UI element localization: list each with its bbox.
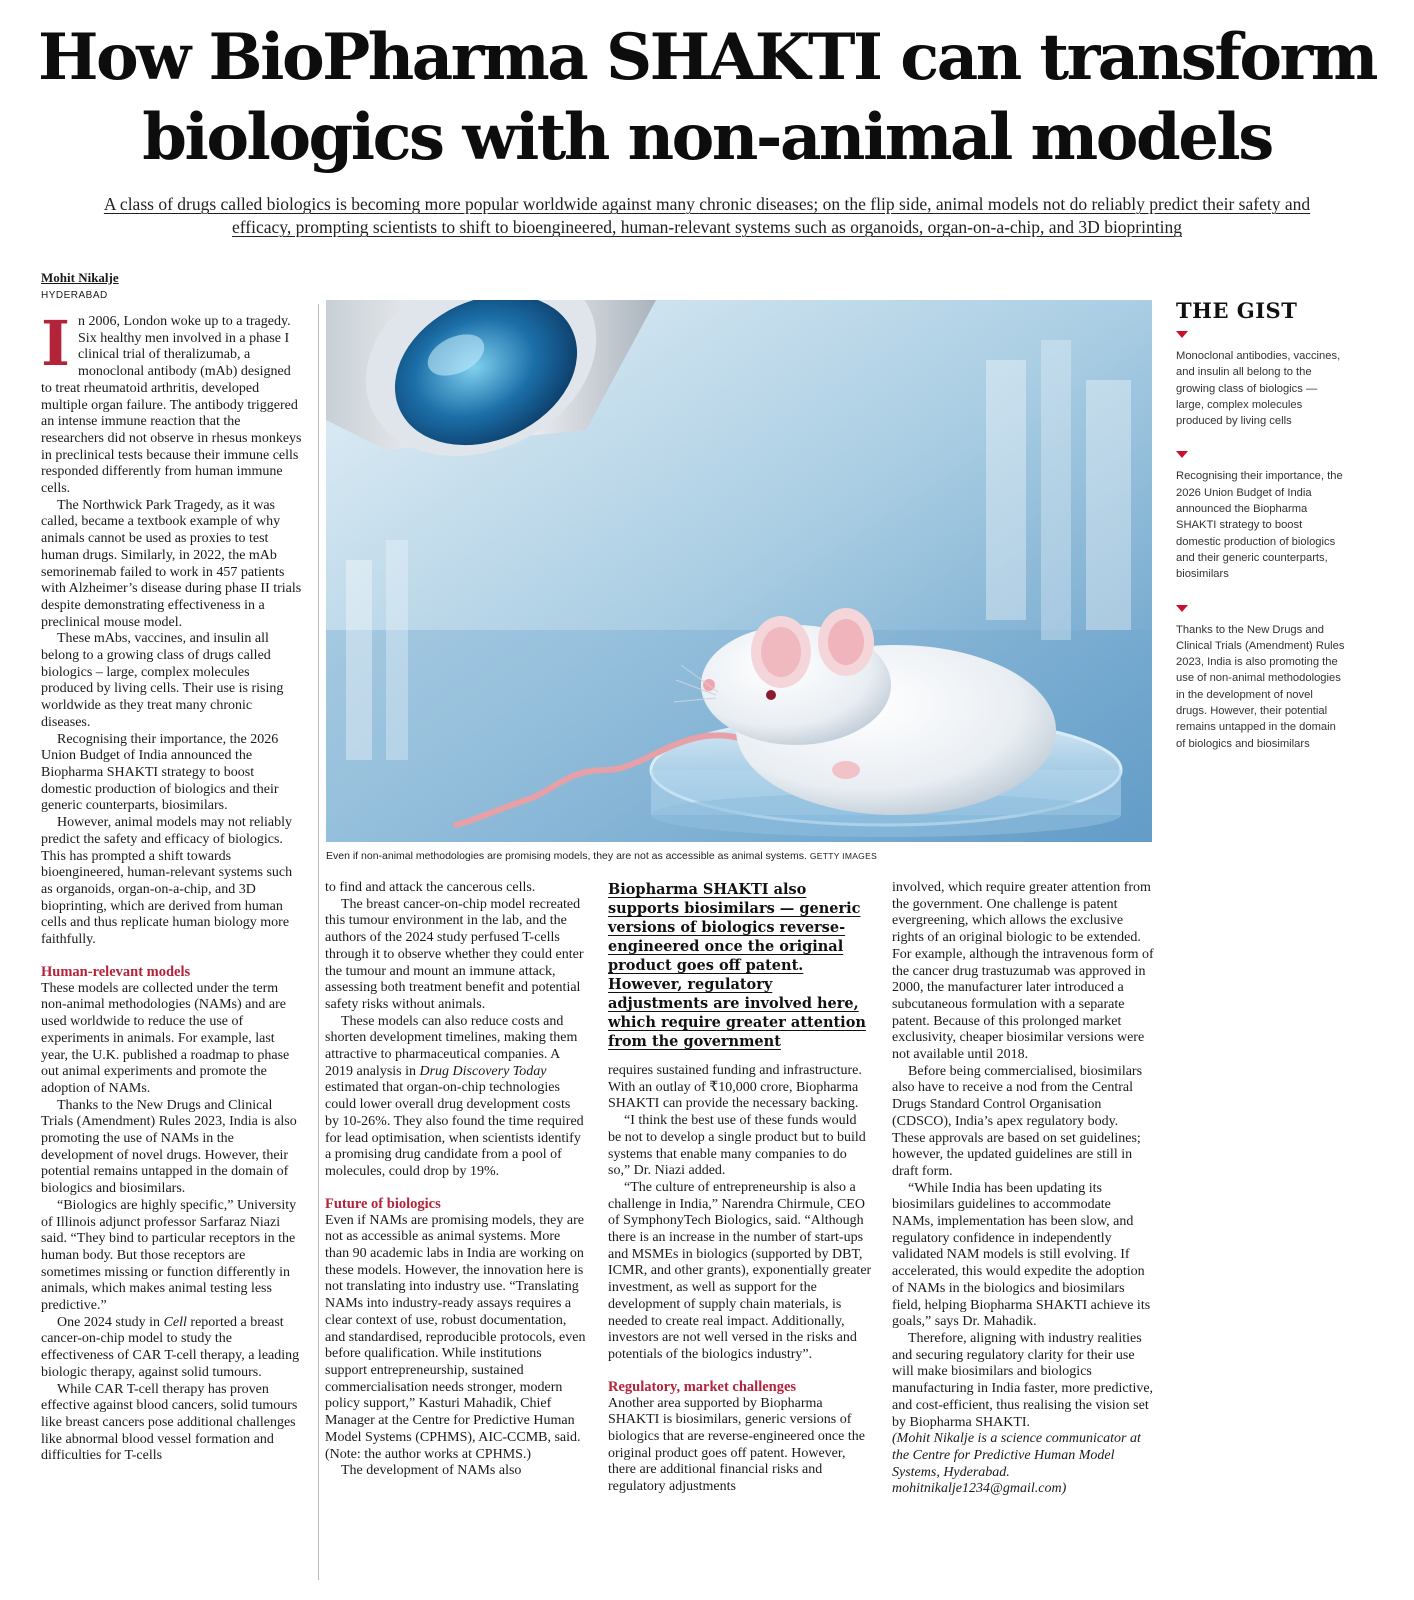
paragraph: “While India has been updating its biosimilars guidelines to accommodate NAMs, implementation has been slow, and regulatory confidence in independently validated NAM models is still evolving. If accelerated, this would expedite the adoption of NAMs in the biologics and biosimilars field, helping Biopharma SHAKTI achieve its goals,” says Dr. Mahadik. [892, 1180, 1151, 1330]
paragraph: requires sustained funding and infrastructure. With an outlay of ₹10,000 crore, Biopharma SHAKTI can provide the necessary backing. [608, 1063, 862, 1112]
paragraph: “I think the best use of these funds would be not to develop a single product but to build systems that enable many companies to do so,” Dr. Niazi added. [608, 1113, 866, 1179]
paragraph: Recognising their importance, the 2026 Union Budget of India announced the Biopharma SHAKTI strategy to boost domestic production of biologics and their generic counterparts, biosimilars. [41, 731, 279, 814]
drop-cap: I [41, 307, 71, 380]
dateline-location: HYDERABAD [41, 290, 108, 301]
paragraph: One 2024 study in Cell reported a breast cancer-on-chip model to study the effectiveness of CAR T-cell therapy, a leading biologic therapy, against solid tumours. [41, 1314, 300, 1380]
standfirst [40, 193, 1374, 239]
lead-paragraph: In 2006, London woke up to a tragedy. Six healthy men involved in a phase I clinical trial of theralizumab, a monoclonal antibody (mAb) designed to treat rheumatoid arthritis, developed multiple organ failure. The antibody triggered an intense immune reaction that the researchers did not observe in rhesus monkeys in preclinical tests because their immune cells responded differently from human immune cells. [41, 307, 302, 497]
standfirst-line-1: A class of drugs called biologics is becoming more popular worldwide against many chronic diseases; on the flip side, animal models not do reliably predict their safety and [103, 194, 1311, 214]
pull-quote: Biopharma SHAKTI also supports biosimilars — generic versions of biologics reverse-engineered once the original product goes off patent. However, regulatory adjustments are involved here, which require greater attention from the government [608, 881, 866, 1050]
byline [41, 270, 119, 301]
photo-caption [326, 850, 877, 862]
paragraph: Before being commercialised, biosimilars also have to receive a nod from the Central Drugs Standard Control Organisation (CDSCO), India’s apex regulatory body. These approvals are based on set guidelines; however, the updated guidelines are still in draft form. [892, 1063, 1143, 1179]
subhead-human-relevant-models: Human-relevant models [41, 963, 191, 980]
paragraph: involved, which require greater attention from the government. One challenge is patent evergreening, which allows the exclusive rights of an original biologic to be extended. For example, although the intravenous form of the cancer drug trastuzumab was approved in 2000, the manufacturer later introduced a subcutaneous formulation with a separate patent. Because of this prolonged market exclusivity, cheaper biosimilar versions were not available until 2018. [892, 880, 1154, 1063]
body-column-4 [892, 880, 1154, 1498]
paragraph: The Northwick Park Tragedy, as it was called, became a textbook example of why animals cannot be used as proxies to test human drugs. Similarly, in 2022, the mAb semorinemab failed to work in 457 patients with Alzheimer’s disease during phase II trials despite demonstrating effectiveness in a preclinical mouse model. [41, 497, 302, 630]
paragraph: “The culture of entrepreneurship is also a challenge in India,” Narendra Chirmule, CEO of SymphonyTech Biologics, said. “Although there is an increase in the number of start-ups and MSMEs in biologics (supported by DBT, ICMR, and other grants), exponentially greater investment, as well as support for the development of supply chain materials, is needed to create real impact. Additionally, investors are not well versed in the risks and potentials of the biologics industry”. [608, 1179, 872, 1362]
headline-line-1: How BioPharma SHAKTI can transform [38, 20, 1376, 95]
author-signoff: (Mohit Nikalje is a science communicator at the Centre for Predictive Human Model Systems, Hyderabad. mohitnikalje1234@gmail.com) [892, 1431, 1141, 1497]
gist-item: Monoclonal antibodies, vaccines, and insulin all belong to the growing class of biologics — large, complex molecules produced by living cells [1176, 331, 1346, 429]
article-photo [326, 300, 1152, 842]
paragraph: These mAbs, vaccines, and insulin all belong to a growing class of drugs called biologics – large, complex molecules produced by living cells. Their use is rising worldwide as they treat many chronic diseases. [41, 631, 284, 730]
lab-mouse-photo [326, 300, 1152, 842]
column-divider [318, 304, 319, 1580]
paragraph: The development of NAMs also [341, 1463, 522, 1479]
paragraph: Another area supported by Biopharma SHAKTI is biosimilars, generic versions of biologics that are reverse-engineered once the original product goes off patent. However, there are additional financial risks and regulatory adjustments [608, 1395, 865, 1495]
paragraph: Thanks to the New Drugs and Clinical Trials (Amendment) Rules 2023, India is also promoting the use of NAMs in the development of novel drugs. However, their potential remains untapped in the domain of biologics and biosimilars. [41, 1097, 297, 1197]
paragraph: Therefore, aligning with industry realities and securing regulatory clarity for their use will make biosimilars and biologics manufacturing in India faster, more predictive, and cost-efficient, thus realising the vision set by Biopharma SHAKTI. [892, 1330, 1154, 1430]
triangle-bullet-icon [1176, 605, 1188, 612]
caption-text: Even if non-animal methodologies are promising models, they are not as accessible as animal systems. [326, 850, 807, 862]
subhead-future-of-biologics: Future of biologics [325, 1195, 441, 1212]
paragraph: While CAR T-cell therapy has proven effective against blood cancers, solid tumours like breast cancers pose additional challenges like abnormal blood vessel formation and difficulties for T-cells [41, 1381, 298, 1464]
paragraph: These models are collected under the term non-animal methodologies (NAMs) and are used worldwide to reduce the use of experiments in animals. For example, last year, the U.K. published a roadmap to phase out animal experiments and promote the adoption of NAMs. [41, 980, 290, 1096]
paragraph: The breast cancer-on-chip model recreated this tumour environment in the lab, and the authors of the 2024 study perfused T-cells through it to observe whether they could enter the tumour and mount an immune attack, assessing both treatment benefit and potential safety risks without animals. [325, 896, 584, 1012]
body-column-3 [608, 1063, 872, 1496]
standfirst-line-2: efficacy, prompting scientists to shift to bioengineered, human-relevant systems such as organoids, organ-on-a-chip, and 3D bioprinting [232, 217, 1182, 237]
author-name: Mohit Nikalje [41, 270, 119, 285]
headline-line-2: biologics with non-animal models [142, 100, 1272, 175]
paragraph: These models can also reduce costs and shorten development timelines, making them attractive to pharmaceutical companies. A 2019 analysis in Drug Discovery Today estimated that organ-on-chip technologies could lower overall drug development costs by 10-26%. They also found the time required for lead optimisation, when scientists identify a promising drug candidate from a pool of molecules, could drop by 19%. [325, 1013, 584, 1179]
gist-item: Thanks to the New Drugs and Clinical Trials (Amendment) Rules 2023, India is also promoting the use of non-animal methodologies in the development of novel drugs. However, their potential remains untapped in the domain of biologics and biosimilars [1176, 605, 1346, 752]
gist-item: Recognising their importance, the 2026 Union Budget of India announced the Biopharma SHAKTI strategy to boost domestic production of biologics and their generic counterparts, biosimilars [1176, 451, 1346, 582]
the-gist-box [1176, 298, 1346, 752]
paragraph: Even if NAMs are promising models, they are not as accessible as animal systems. More than 90 academic labs in India are working on these models. However, the innovation here is not translating into industry use. “Translating NAMs into industry-ready assays requires a clear context of use, robust documentation, and standardised, reproducible protocols, even before qualification. While institutions support entrepreneurship, sustained commercialisation needs stronger, modern policy support,” Kasturi Mahadik, Chief Manager at the Centre for Predictive Human Model Systems (CPHMS), AIC-CCMB, said. (Note: the author works at CPHMS.) [325, 1212, 586, 1462]
triangle-bullet-icon [1176, 331, 1188, 338]
triangle-bullet-icon [1176, 451, 1188, 458]
headline [20, 18, 1394, 178]
paragraph: to find and attack the cancerous cells. [325, 880, 536, 895]
subhead-regulatory-market-challenges: Regulatory, market challenges [608, 1378, 797, 1395]
body-column-1 [41, 307, 303, 1465]
gist-title: THE GIST [1176, 298, 1298, 323]
paragraph: “Biologics are highly specific,” University of Illinois adjunct professor Sarfaraz Niazi said. “They bind to particular receptors in the human body. But those receptors are sometimes missing or function differently in animals, which makes animal testing less predictive.” [41, 1197, 297, 1314]
body-column-2 [325, 880, 587, 1480]
photo-credit: GETTY IMAGES [809, 851, 878, 861]
paragraph: However, animal models may not reliably predict the safety and efficacy of biologics. This has prompted a shift towards bioengineered, human-relevant systems such as organoids, organ-on-a-chip, and 3D bioprinting, which are derived from human cells and thus replicate human biology more faithfully. [41, 815, 293, 948]
